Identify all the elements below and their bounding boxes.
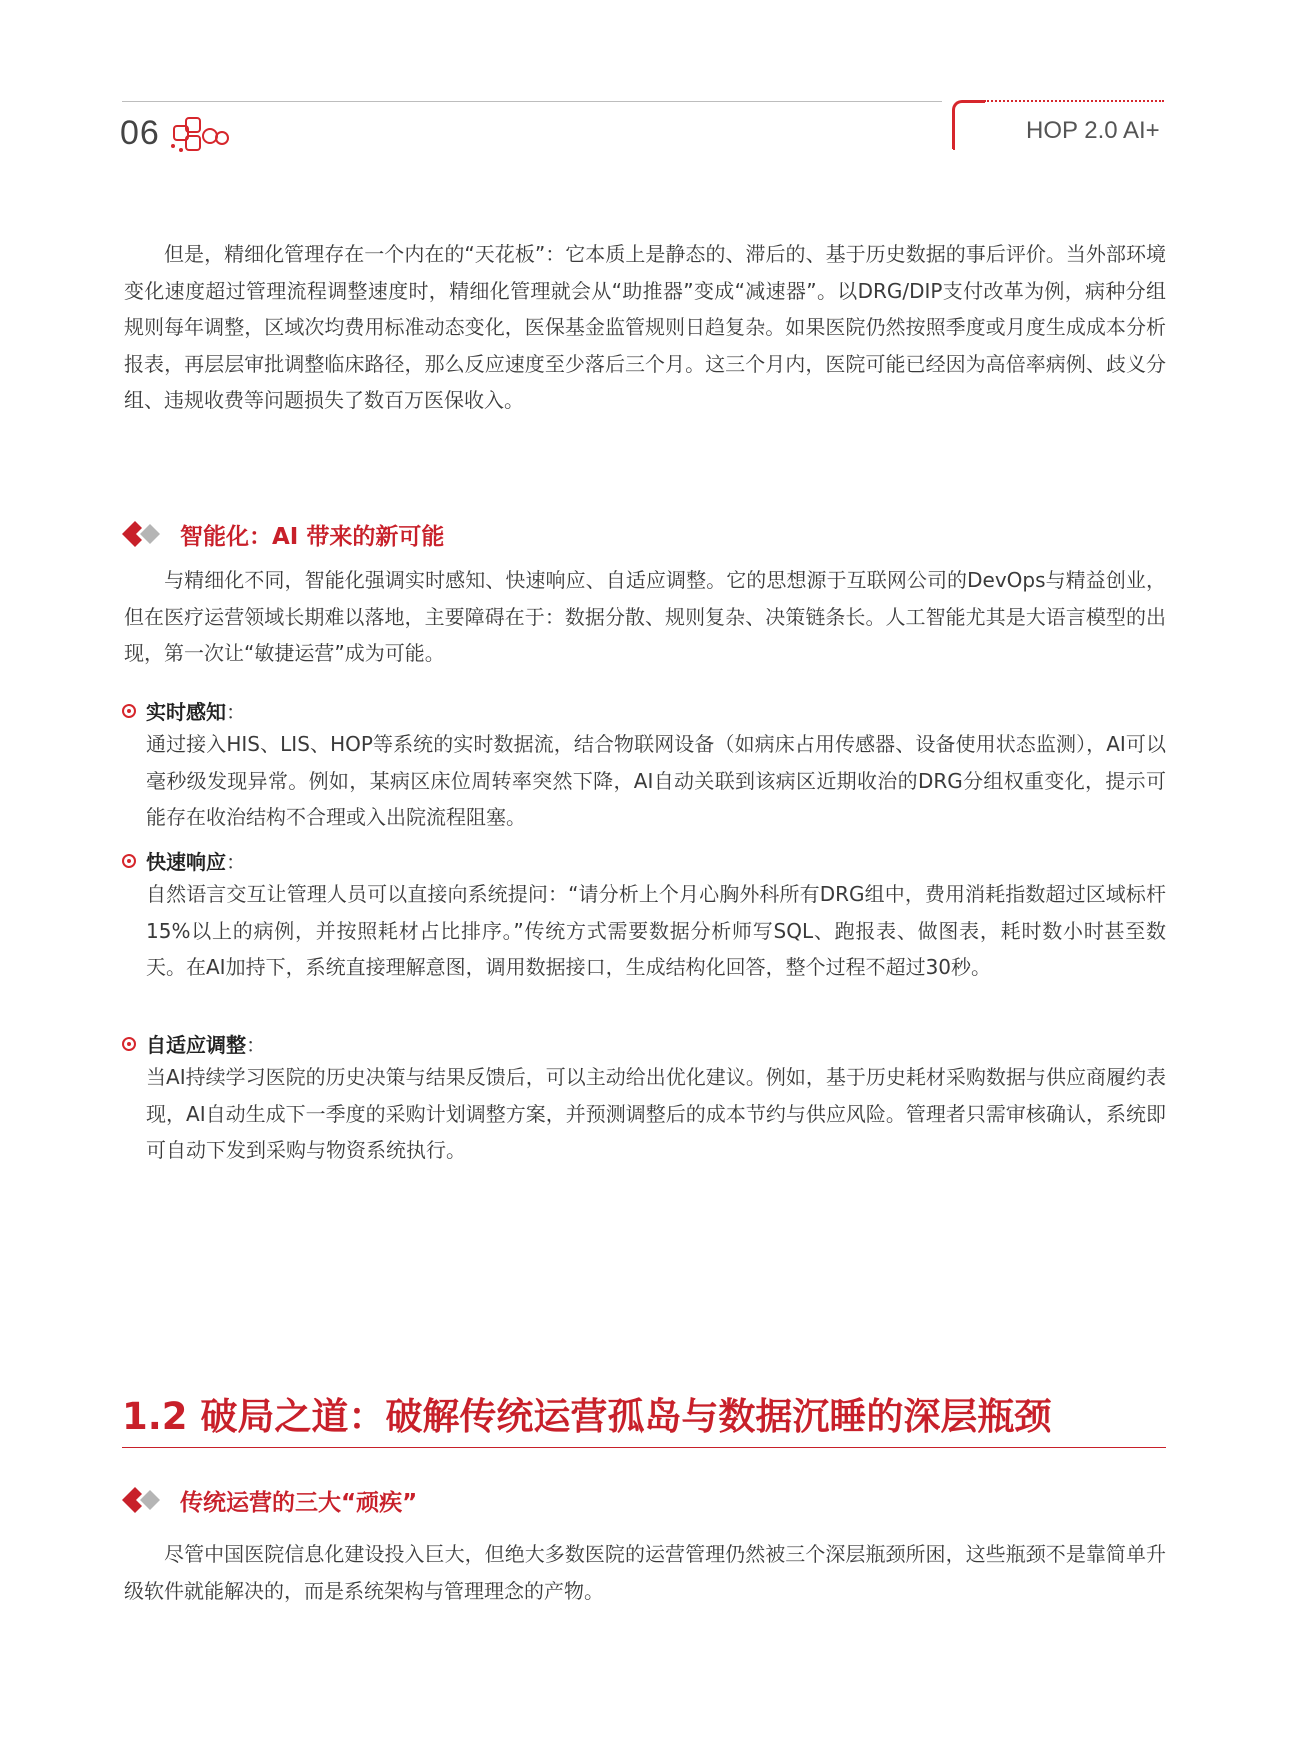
section-paragraph: 尽管中国医院信息化建设投入巨大，但绝大多数医院的运营管理仍然被三个深层瓶颈所困，这些瓶颈不是靠简单升级软件就能解决的，而是系统架构与管理理念的产物。 [124,1542,1166,1603]
bullet-icon [122,704,136,718]
bullet-heading: 自适应调整 ： [122,1029,266,1058]
molecule-logo-icon [170,116,230,154]
bullet-text: 当AI持续学习医院的历史决策与结果反馈后，可以主动给出优化建议。例如，基于历史耗材采购数据与供应商履约表现，AI自动生成下一季度的采购计划调整方案，并预测调整后的成本节约与供应风险。管理者只需审核确认，系统即可自动下发到采购与物资系统执行。 [146,1065,1166,1162]
chapter-title: 1.2 破局之道：破解传统运营孤岛与数据沉睡的深层瓶颈 [122,1395,1052,1438]
section-paragraph: 与精细化不同，智能化强调实时感知、快速响应、自适应调整。它的思想源于互联网公司的DevOps与精益创业，但在医疗运营领域长期难以落地，主要障碍在于：数据分散、规则复杂、决策链条长。人工智能尤其是大语言模型的出现，第一次让“敏捷运营”成为可能。 [124,568,1166,665]
bullet-icon [122,854,136,868]
section-heading-issues [122,1484,417,1516]
header-dotted-line [984,100,1164,102]
brand-label: HOP 2.0 AI+ [1026,117,1160,144]
bullet-icon [122,1037,136,1051]
diamond-arrow-icon [122,521,166,547]
bullet-text: 自然语言交互让管理人员可以直接向系统提问：“请分析上个月心胸外科所有DRG组中，费用消耗指数超过区域标杆15%以上的病例，并按照耗材占比排序。”传统方式需要数据分析师写SQL、跑报表、做图表，耗时数小时甚至数天。在AI加持下，系统直接理解意图，调用数据接口，生成结构化回答，整个过程不超过30秒。 [146,882,1166,979]
diamond-arrow-icon [122,1487,166,1513]
section-heading-ai [122,518,444,550]
intro-paragraph: 但是，精细化管理存在一个内在的“天花板”：它本质上是静态的、滞后的、基于历史数据的事后评价。当外部环境变化速度超过管理流程调整速度时，精细化管理就会从“助推器”变成“减速器”。以DRG/DIP支付改革为例，病种分组规则每年调整，区域次均费用标准动态变化，医保基金监管规则日趋复杂。如果医院仍然按照季度或月度生成成本分析报表，再层层审批调整临床路径，那么反应速度至少落后三个月。这三个月内，医院可能已经因为高倍率病例、歧义分组、违规收费等问题损失了数百万医保收入。 [124,242,1166,412]
header-rule [122,101,942,102]
chapter-rule [122,1447,1166,1448]
header-dotted-line [953,118,955,150]
section-title: 传统运营的三大“顽疾” [180,1489,418,1516]
page-number: 06 [120,114,160,152]
header-corner-bracket [952,100,985,149]
bullet-heading: 实时感知 ： [122,696,246,725]
section-title: 智能化：AI 带来的新可能 [180,523,445,550]
bullet-text: 通过接入HIS、LIS、HOP等系统的实时数据流，结合物联网设备（如病床占用传感器、设备使用状态监测），AI可以毫秒级发现异常。例如，某病区床位周转率突然下降，AI自动关联到该病区近期收治的DRG分组权重变化，提示可能存在收治结构不合理或入出院流程阻塞。 [146,732,1166,829]
bullet-heading: 快速响应 ： [122,846,246,875]
